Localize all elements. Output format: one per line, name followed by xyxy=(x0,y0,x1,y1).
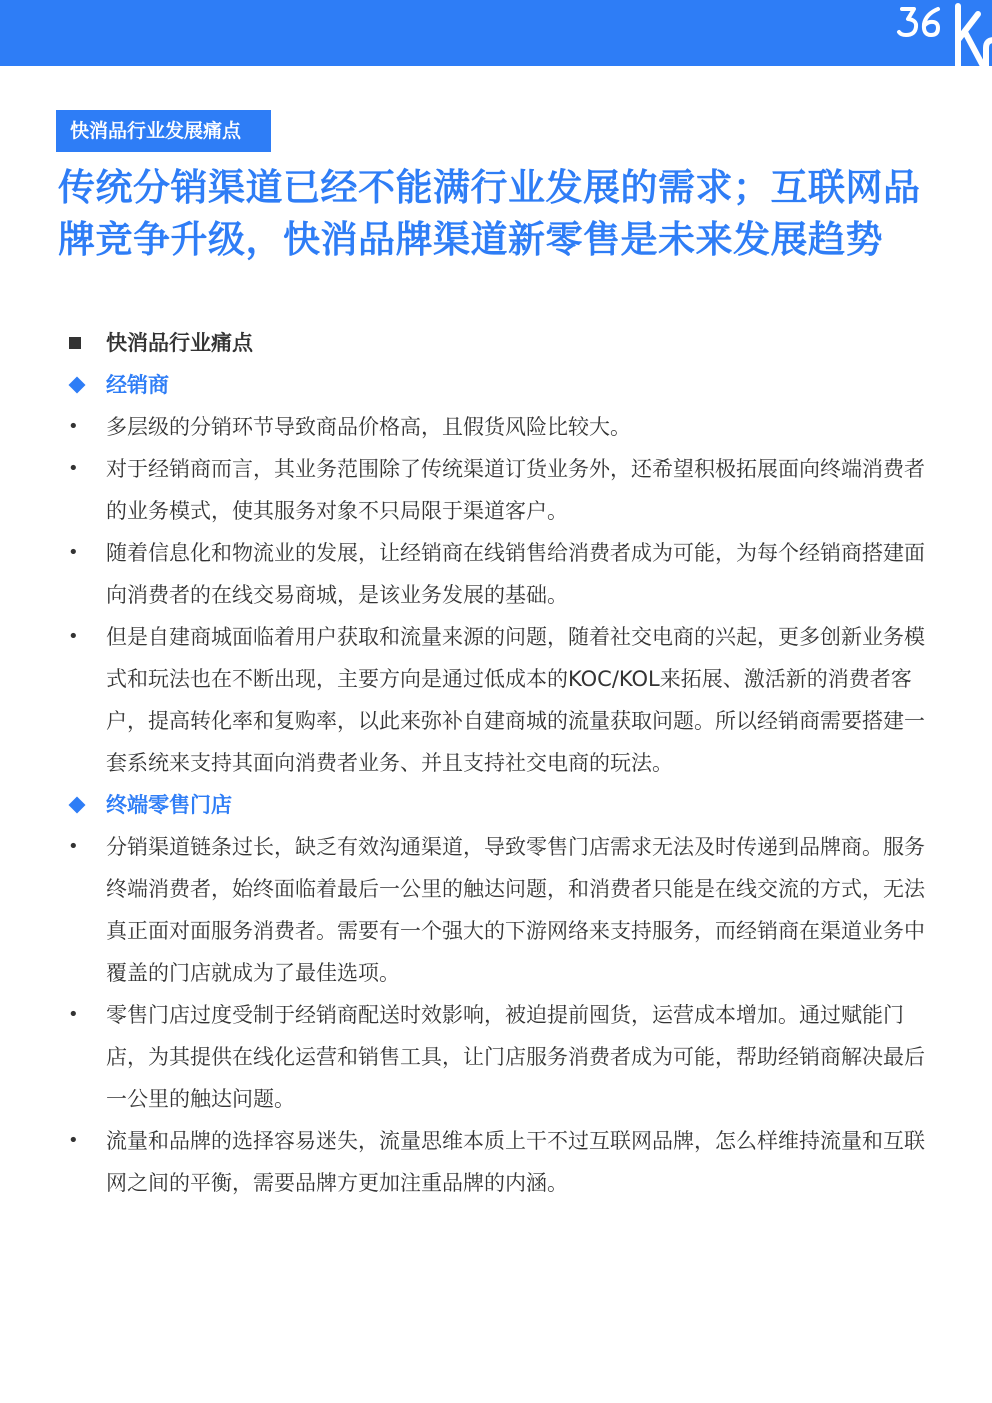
dot-bullet-icon: • xyxy=(68,1130,79,1151)
list-item xyxy=(66,1120,926,1204)
list-item-text: 多层级的分销环节导致商品价格高，且假货风险比较大。 xyxy=(106,415,631,439)
list-item xyxy=(66,406,926,448)
logo-36kr-icon xyxy=(862,0,992,66)
diamond-bullet-icon xyxy=(69,797,86,814)
group-heading-retail-store xyxy=(66,784,926,826)
list-item xyxy=(66,826,926,994)
list-item-text: 但是自建商城面临着用户获取和流量来源的问题，随着社交电商的兴起，更多创新业务模式和玩法也在不断出现，主要方向是通过低成本的KOC/KOL来拓展、激活新的消费者客户，提高转化率和复购率，以此来弥补自建商城的流量获取问题。所以经销商需要搭建一套系统来支持其面向消费者业务、并且支持社交电商的玩法。 xyxy=(106,625,925,775)
list-item-text: 随着信息化和物流业的发展，让经销商在线销售给消费者成为可能，为每个经销商搭建面向消费者的在线交易商城，是该业务发展的基础。 xyxy=(106,541,925,607)
dot-bullet-icon: • xyxy=(68,458,79,479)
brand-logo xyxy=(862,0,992,66)
list-item xyxy=(66,994,926,1120)
list-item xyxy=(66,532,926,616)
section-heading-text: 快消品行业痛点 xyxy=(106,331,253,355)
group-title: 终端零售门店 xyxy=(106,793,232,817)
list-item xyxy=(66,448,926,532)
dot-bullet-icon: • xyxy=(68,542,79,563)
dot-bullet-icon: • xyxy=(68,1004,79,1025)
list-item-text: 分销渠道链条过长，缺乏有效沟通渠道，导致零售门店需求无法及时传递到品牌商。服务终端消费者，始终面临着最后一公里的触达问题，和消费者只能是在线交流的方式，无法真正面对面服务消费者。需要有一个强大的下游网络来支持服务，而经销商在渠道业务中覆盖的门店就成为了最佳选项。 xyxy=(106,835,925,985)
dot-bullet-icon: • xyxy=(68,416,79,437)
list-item xyxy=(66,616,926,784)
diamond-bullet-icon xyxy=(69,377,86,394)
header-bar xyxy=(0,0,992,66)
list-item-text: 流量和品牌的选择容易迷失，流量思维本质上干不过互联网品牌，怎么样维持流量和互联网之间的平衡，需要品牌方更加注重品牌的内涵。 xyxy=(106,1129,925,1195)
group-heading-distributor xyxy=(66,364,926,406)
dot-bullet-icon: • xyxy=(68,836,79,857)
section-tag: 快消品行业发展痛点 xyxy=(56,110,271,152)
list-item-text: 零售门店过度受制于经销商配送时效影响，被迫提前囤货，运营成本增加。通过赋能门店，为其提供在线化运营和销售工具，让门店服务消费者成为可能，帮助经销商解决最后一公里的触达问题。 xyxy=(106,1003,925,1111)
dot-bullet-icon: • xyxy=(68,626,79,647)
main-content xyxy=(66,322,926,1204)
square-bullet-icon xyxy=(69,337,81,349)
section-heading xyxy=(66,322,926,364)
group-title: 经销商 xyxy=(106,373,169,397)
list-item-text: 对于经销商而言，其业务范围除了传统渠道订货业务外，还希望积极拓展面向终端消费者的业务模式，使其服务对象不只局限于渠道客户。 xyxy=(106,457,925,523)
page-title: 传统分销渠道已经不能满行业发展的需求；互联网品牌竞争升级，快消品牌渠道新零售是未来发展趋势 xyxy=(58,166,921,261)
